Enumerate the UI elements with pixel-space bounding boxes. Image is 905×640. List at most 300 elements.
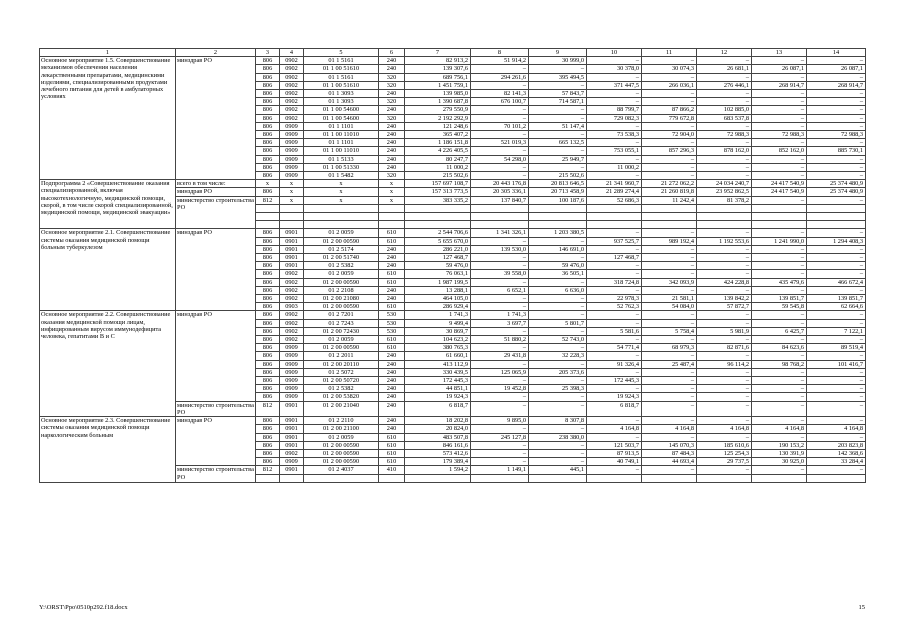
table-cell: –	[752, 262, 807, 270]
table-cell: –	[642, 368, 697, 376]
table-cell: 240	[379, 155, 405, 163]
table-cell: 137 840,7	[471, 196, 529, 204]
table-cell: 857 296,3	[642, 147, 697, 155]
table-cell: 121 248,6	[405, 122, 471, 130]
table-cell: 139 851,7	[807, 295, 866, 303]
table-cell: 806	[256, 425, 280, 433]
table-cell: –	[807, 114, 866, 122]
table-cell: –	[752, 114, 807, 122]
table-cell: –	[752, 466, 807, 474]
table-cell: 01 1 3093	[304, 90, 379, 98]
table-cell: –	[471, 344, 529, 352]
table-cell: –	[807, 417, 866, 425]
table-cell: –	[697, 245, 752, 253]
table-cell	[807, 204, 866, 212]
table-cell: 127 468,7	[587, 254, 642, 262]
table-cell: –	[807, 401, 866, 416]
table-cell: 240	[379, 122, 405, 130]
table-cell: –	[529, 327, 587, 335]
table-cell: 70 101,2	[471, 122, 529, 130]
table-cell	[304, 213, 379, 221]
table-cell: 9 895,0	[471, 417, 529, 425]
table-cell: –	[807, 163, 866, 171]
table-cell: –	[752, 155, 807, 163]
table-cell: –	[587, 336, 642, 344]
table-cell: –	[642, 401, 697, 416]
executor-name: минздрав РО	[176, 311, 256, 401]
table-cell: 729 082,3	[587, 114, 642, 122]
table-cell: 1 192 553,6	[697, 237, 752, 245]
table-cell: –	[471, 441, 529, 449]
table-cell: –	[752, 311, 807, 319]
table-cell: 01 2 00 21100	[304, 425, 379, 433]
table-cell: 01 2 00 00590	[304, 303, 379, 311]
table-cell: 466 672,4	[807, 278, 866, 286]
table-cell: 26 087,1	[807, 65, 866, 73]
column-number: 7	[405, 49, 471, 57]
table-cell: 7 122,1	[807, 327, 866, 335]
table-cell: 0901	[280, 466, 304, 474]
table-cell: 240	[379, 393, 405, 401]
table-cell: 139 307,6	[405, 65, 471, 73]
column-number: 10	[587, 49, 642, 57]
table-cell: 240	[379, 286, 405, 294]
table-cell: 610	[379, 229, 405, 237]
table-cell: 76 063,1	[405, 270, 471, 278]
table-cell: –	[697, 466, 752, 474]
table-cell: –	[697, 352, 752, 360]
table-cell: 157 313 773,5	[405, 188, 471, 196]
table-cell: 320	[379, 98, 405, 106]
table-cell: 0902	[280, 65, 304, 73]
table-cell: 806	[256, 270, 280, 278]
table-cell: 19 924,3	[587, 393, 642, 401]
table-cell: 25 949,7	[529, 155, 587, 163]
table-cell: 240	[379, 352, 405, 360]
table-cell: 54 771,4	[587, 344, 642, 352]
table-cell: –	[807, 139, 866, 147]
table-row	[40, 180, 866, 188]
table-cell: –	[587, 229, 642, 237]
table-cell: 01 2 00 00590	[304, 237, 379, 245]
table-cell: 51 880,2	[471, 336, 529, 344]
table-cell: –	[529, 254, 587, 262]
table-cell: 101 416,7	[807, 360, 866, 368]
table-cell	[405, 474, 471, 482]
table-cell: –	[752, 90, 807, 98]
table-cell: 0902	[280, 270, 304, 278]
table-cell: 29 737,5	[697, 458, 752, 466]
table-cell: –	[529, 344, 587, 352]
table-cell: 689 756,1	[405, 73, 471, 81]
table-cell: –	[642, 98, 697, 106]
table-cell: –	[752, 377, 807, 385]
table-cell: 01 2 4037	[304, 466, 379, 474]
table-cell: 215 502,6	[405, 172, 471, 180]
table-cell	[752, 213, 807, 221]
table-cell: 238 380,0	[529, 433, 587, 441]
table-cell: 240	[379, 425, 405, 433]
table-cell	[529, 204, 587, 212]
table-cell: –	[697, 393, 752, 401]
table-cell: 0909	[280, 377, 304, 385]
table-cell: 380 765,3	[405, 344, 471, 352]
table-cell: 610	[379, 441, 405, 449]
table-cell: 0909	[280, 360, 304, 368]
table-cell: –	[807, 286, 866, 294]
table-cell: 4 164,8	[587, 425, 642, 433]
table-cell: –	[807, 122, 866, 130]
table-cell: –	[807, 245, 866, 253]
table-cell: 01 2 5174	[304, 245, 379, 253]
table-cell: 806	[256, 327, 280, 335]
table-cell: –	[587, 466, 642, 474]
table-cell: 172 445,3	[405, 377, 471, 385]
table-cell: 01 2 2011	[304, 352, 379, 360]
table-cell	[256, 204, 280, 212]
table-cell: 483 507,8	[405, 433, 471, 441]
table-cell	[379, 474, 405, 482]
table-cell: 240	[379, 377, 405, 385]
table-cell: –	[642, 254, 697, 262]
table-cell: 0903	[280, 303, 304, 311]
table-cell: –	[471, 106, 529, 114]
table-cell: –	[752, 254, 807, 262]
table-cell: x	[304, 188, 379, 196]
table-cell: –	[642, 377, 697, 385]
activity-name: Подпрограмма 2 «Совершенствование оказания специализированной, включая высокотехнологичную, медицинской помощи, скорой, в том числе скорой специализированной, медицинской помощи, медицинской эвакуации»	[40, 180, 176, 229]
table-cell: 19 452,8	[471, 385, 529, 393]
table-cell	[256, 213, 280, 221]
table-cell: –	[587, 73, 642, 81]
table-cell: –	[642, 286, 697, 294]
table-cell: –	[752, 368, 807, 376]
table-cell: 01 2 00 72430	[304, 327, 379, 335]
table-cell: 01 1 5161	[304, 73, 379, 81]
table-cell: –	[807, 311, 866, 319]
table-cell: 98 768,2	[752, 360, 807, 368]
table-cell: 30 378,0	[587, 65, 642, 73]
table-cell	[405, 213, 471, 221]
table-cell: 18 202,8	[405, 417, 471, 425]
table-cell: –	[471, 65, 529, 73]
table-cell: –	[529, 360, 587, 368]
table-cell: –	[471, 393, 529, 401]
table-cell: 6 636,0	[529, 286, 587, 294]
table-cell: 20 713 458,9	[529, 188, 587, 196]
table-cell: 0901	[280, 237, 304, 245]
table-cell: 286 221,0	[405, 245, 471, 253]
table-cell: –	[752, 385, 807, 393]
table-cell: –	[529, 449, 587, 457]
table-cell: 753 055,1	[587, 147, 642, 155]
table-cell: 44 693,4	[642, 458, 697, 466]
table-cell: 806	[256, 90, 280, 98]
table-cell: 240	[379, 417, 405, 425]
table-cell: 30 869,7	[405, 327, 471, 335]
table-cell: –	[807, 172, 866, 180]
table-cell: –	[697, 401, 752, 416]
table-cell: 01 2 00 20110	[304, 360, 379, 368]
table-cell: –	[752, 57, 807, 65]
table-cell	[752, 204, 807, 212]
table-cell: 01 1 1101	[304, 139, 379, 147]
table-cell: 530	[379, 327, 405, 335]
table-cell: 01 2 5072	[304, 368, 379, 376]
table-cell: 1 741,3	[405, 311, 471, 319]
table-cell: 145 070,3	[642, 441, 697, 449]
table-cell: 72 988,3	[697, 131, 752, 139]
table-cell: 330 439,5	[405, 368, 471, 376]
executor-name: министерство строительства РО	[177, 466, 254, 481]
table-cell: –	[471, 425, 529, 433]
table-cell: –	[471, 360, 529, 368]
table-cell: 240	[379, 368, 405, 376]
table-cell: –	[752, 98, 807, 106]
table-cell: 6 818,7	[405, 401, 471, 416]
table-cell: 610	[379, 278, 405, 286]
table-cell: 01 2 00 00590	[304, 278, 379, 286]
table-cell	[379, 221, 405, 229]
table-cell: –	[529, 303, 587, 311]
table-cell: 2 192 292,9	[405, 114, 471, 122]
table-cell: 342 093,9	[642, 278, 697, 286]
table-cell: 806	[256, 262, 280, 270]
table-cell: 806	[256, 377, 280, 385]
table-cell: 521 019,3	[471, 139, 529, 147]
table-cell	[752, 221, 807, 229]
table-cell: –	[471, 303, 529, 311]
table-cell: 1 451 759,1	[405, 81, 471, 89]
table-cell: –	[587, 352, 642, 360]
table-cell: 806	[256, 278, 280, 286]
table-cell: 0902	[280, 278, 304, 286]
table-cell: 25 487,4	[642, 360, 697, 368]
column-number: 4	[280, 49, 304, 57]
table-cell: –	[587, 245, 642, 253]
table-cell: 87 484,3	[642, 449, 697, 457]
table-cell: –	[471, 377, 529, 385]
table-cell: –	[529, 295, 587, 303]
table-cell: 445,1	[529, 466, 587, 474]
table-cell: –	[807, 336, 866, 344]
table-cell: –	[697, 433, 752, 441]
column-number: 13	[752, 49, 807, 57]
table-cell: 0909	[280, 172, 304, 180]
table-cell: –	[529, 163, 587, 171]
table-cell: 01 1 00 54600	[304, 114, 379, 122]
table-cell: x	[280, 196, 304, 204]
table-cell: 0902	[280, 327, 304, 335]
table-cell: 01 1 00 51330	[304, 163, 379, 171]
column-number: 9	[529, 49, 587, 57]
table-cell: –	[529, 311, 587, 319]
table-cell: 127 468,7	[405, 254, 471, 262]
table-cell: –	[697, 377, 752, 385]
table-cell: –	[587, 319, 642, 327]
table-cell: 59 476,0	[529, 262, 587, 270]
table-cell: x	[280, 188, 304, 196]
table-cell: –	[807, 433, 866, 441]
table-cell: 4 164,8	[807, 425, 866, 433]
table-cell: 4 164,8	[642, 425, 697, 433]
table-cell: 88 799,7	[587, 106, 642, 114]
table-cell: –	[697, 122, 752, 130]
table-cell: 11 000,2	[405, 163, 471, 171]
table-cell: 01 2 00 51740	[304, 254, 379, 262]
table-cell: 01 2 5382	[304, 385, 379, 393]
table-cell: 0909	[280, 344, 304, 352]
table-cell: –	[697, 139, 752, 147]
table-cell: –	[529, 106, 587, 114]
table-cell: 21 289 274,4	[587, 188, 642, 196]
table-cell	[642, 204, 697, 212]
table-cell: 276 446,1	[697, 81, 752, 89]
table-cell: 26 681,1	[697, 65, 752, 73]
document-path: Y:\ORST\Ppo\0510p292.f18.docx	[39, 604, 128, 611]
table-cell: 806	[256, 393, 280, 401]
table-cell: 383 335,2	[405, 196, 471, 204]
table-cell: 806	[256, 131, 280, 139]
table-cell: 01 2 0059	[304, 336, 379, 344]
table-cell: 806	[256, 65, 280, 73]
table-cell: –	[752, 336, 807, 344]
table-cell: 0901	[280, 433, 304, 441]
table-cell: 806	[256, 417, 280, 425]
table-cell: –	[642, 73, 697, 81]
table-cell: 59 545,8	[752, 303, 807, 311]
table-cell: 806	[256, 245, 280, 253]
table-cell: 846 161,6	[405, 441, 471, 449]
table-cell: 5 801,7	[529, 319, 587, 327]
table-cell: –	[471, 449, 529, 457]
table-cell: 812	[256, 466, 280, 474]
table-cell: 82 141,3	[471, 90, 529, 98]
column-number: 5	[304, 49, 379, 57]
table-cell: 413 112,9	[405, 360, 471, 368]
table-cell: 806	[256, 360, 280, 368]
table-cell	[280, 221, 304, 229]
table-cell: 01 1 00 54600	[304, 106, 379, 114]
table-cell: 6 818,7	[587, 401, 642, 416]
table-cell: x	[379, 196, 405, 204]
table-cell: –	[807, 57, 866, 65]
table-cell: 01 1 00 11010	[304, 147, 379, 155]
table-cell: –	[807, 155, 866, 163]
table-cell: 610	[379, 270, 405, 278]
table-cell: 54 298,0	[471, 155, 529, 163]
table-cell: –	[471, 262, 529, 270]
table-cell: 294 261,6	[471, 73, 529, 81]
table-cell	[587, 204, 642, 212]
table-cell: –	[529, 65, 587, 73]
table-cell: –	[587, 270, 642, 278]
table-cell: 01 1 1101	[304, 122, 379, 130]
table-cell: 82 913,2	[405, 57, 471, 65]
table-cell: –	[697, 262, 752, 270]
table-cell: 87 913,5	[587, 449, 642, 457]
table-cell: 610	[379, 449, 405, 457]
table-cell: 190 153,2	[752, 441, 807, 449]
table-cell: 806	[256, 254, 280, 262]
table-cell: –	[807, 393, 866, 401]
table-cell: 19 924,3	[405, 393, 471, 401]
table-cell: 240	[379, 139, 405, 147]
table-cell: 20 305 336,1	[471, 188, 529, 196]
table-cell: –	[471, 81, 529, 89]
table-cell: 01 2 2110	[304, 417, 379, 425]
table-cell	[304, 474, 379, 482]
table-cell: –	[752, 433, 807, 441]
table-cell: 72 988,3	[807, 131, 866, 139]
table-cell: 142 368,6	[807, 449, 866, 457]
table-cell: 573 412,6	[405, 449, 471, 457]
table-cell: 610	[379, 303, 405, 311]
table-cell: 13 288,1	[405, 286, 471, 294]
table-cell: 0901	[280, 425, 304, 433]
table-cell: 610	[379, 336, 405, 344]
table-cell: 806	[256, 295, 280, 303]
table-cell: 806	[256, 172, 280, 180]
table-cell: –	[807, 98, 866, 106]
table-cell: –	[697, 417, 752, 425]
table-cell: –	[697, 368, 752, 376]
table-cell: –	[471, 327, 529, 335]
table-cell: 240	[379, 254, 405, 262]
table-cell: –	[642, 270, 697, 278]
column-number: 2	[176, 49, 256, 57]
table-cell: 0902	[280, 114, 304, 122]
table-cell: 24 034 240,7	[697, 180, 752, 188]
table-cell: 36 505,1	[529, 270, 587, 278]
table-cell: –	[752, 401, 807, 416]
table-cell: 01 1 5482	[304, 172, 379, 180]
table-cell: –	[642, 319, 697, 327]
table-cell: 57 872,7	[697, 303, 752, 311]
table-cell: 121 503,7	[587, 441, 642, 449]
table-cell: 371 447,5	[587, 81, 642, 89]
table-cell: –	[642, 466, 697, 474]
table-cell	[642, 474, 697, 482]
table-cell: 01 2 00 21040	[304, 401, 379, 416]
table-cell: 23 952 862,5	[697, 188, 752, 196]
table-cell: 806	[256, 441, 280, 449]
table-cell: 01 2 5382	[304, 262, 379, 270]
table-cell: –	[529, 237, 587, 245]
table-cell: 0902	[280, 106, 304, 114]
table-cell	[256, 474, 280, 482]
table-cell: 0902	[280, 57, 304, 65]
table-cell: –	[587, 139, 642, 147]
table-cell: 0902	[280, 98, 304, 106]
table-cell: –	[807, 319, 866, 327]
table-cell: 61 660,1	[405, 352, 471, 360]
table-cell: 806	[256, 237, 280, 245]
table-cell: –	[807, 229, 866, 237]
table-cell: 885 730,1	[807, 147, 866, 155]
table-cell: 72 904,0	[642, 131, 697, 139]
table-cell: 22 978,3	[587, 295, 642, 303]
table-cell: –	[529, 393, 587, 401]
table-row	[40, 311, 866, 319]
table-cell: –	[529, 441, 587, 449]
table-cell: 714 587,1	[529, 98, 587, 106]
table-cell: 240	[379, 90, 405, 98]
table-cell: x	[304, 180, 379, 188]
table-cell: –	[752, 163, 807, 171]
table-cell: –	[697, 385, 752, 393]
table-cell: 21 272 062,2	[642, 180, 697, 188]
